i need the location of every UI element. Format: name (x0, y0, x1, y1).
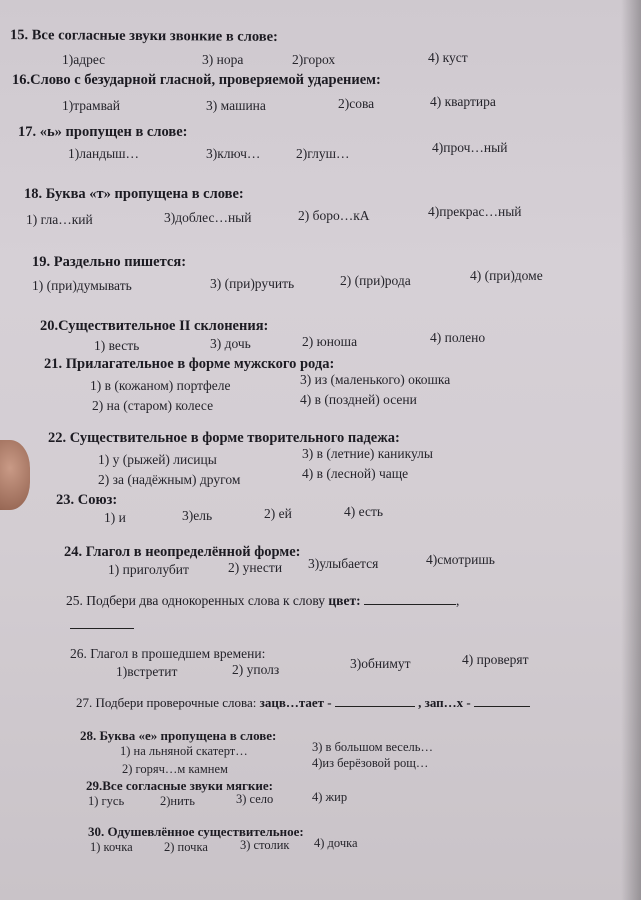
answer-27-blank-2[interactable] (474, 694, 530, 707)
question-25-row (66, 592, 459, 609)
q18-option-2: 2) боро…кА (298, 208, 370, 223)
page-edge-shadow (621, 0, 641, 900)
q29-option-1: 1) гусь (88, 794, 125, 808)
q24-option-1: 1) приголубит (108, 562, 189, 577)
question-27-row (76, 694, 530, 711)
q29-option-2: 2)нить (160, 794, 195, 808)
q19-option-1: 1) (при)думывать (32, 278, 132, 293)
question-25-word: цвет: (328, 593, 361, 608)
q20-option-1: 1) весть (94, 338, 140, 353)
question-19-title: 19. Раздельно пишется: (32, 254, 187, 270)
q23-option-4: 4) есть (344, 504, 383, 519)
q20-option-3: 3) дочь (210, 336, 251, 351)
q30-option-2: 2) почка (164, 840, 208, 854)
q26-option-4: 4) проверят (462, 652, 529, 667)
q21-option-4: 4) в (поздней) осени (300, 392, 417, 407)
q30-option-1: 1) кочка (90, 840, 133, 854)
thumb-finger (0, 440, 30, 510)
q24-option-4: 4)смотришь (426, 552, 495, 567)
answer-25-blank-1[interactable] (364, 592, 456, 605)
question-27-text: 27. Подбери проверочные слова: (76, 695, 257, 710)
q17-option-2: 2)глуш… (296, 146, 350, 161)
question-28-title: 28. Буква «е» пропущена в слове: (80, 728, 277, 743)
q24-option-2: 2) унести (228, 560, 283, 575)
question-30-title: 30. Одушевлённое существительное: (88, 824, 304, 839)
q26-option-3: 3)обнимут (350, 656, 411, 671)
answer-27-blank-1[interactable] (335, 694, 415, 707)
q28-option-2: 2) горяч…м камнем (122, 762, 228, 776)
question-25-text: 25. Подбери два однокоренных слова к слову (66, 593, 326, 608)
q23-option-3: 3)ель (182, 508, 213, 523)
question-17-title: 17. «ь» пропущен в слове: (18, 124, 188, 140)
q17-option-1: 1)ландыш… (68, 146, 140, 161)
question-21-title: 21. Прилагательное в форме мужского рода: (44, 356, 335, 372)
q21-option-3: 3) из (маленького) окошка (300, 372, 451, 387)
q15-option-3: 3) нора (202, 52, 244, 67)
q18-option-3: 3)доблес…ный (164, 210, 252, 225)
q18-option-4: 4)прекрас…ный (428, 204, 522, 219)
q15-option-2: 2)горох (292, 52, 336, 67)
q24-option-3: 3)улыбается (308, 556, 379, 571)
q19-option-3: 3) (при)ручить (210, 276, 295, 291)
q20-option-2: 2) юноша (302, 334, 358, 349)
q22-option-2: 2) за (надёжным) другом (98, 472, 241, 487)
q30-option-4: 4) дочка (314, 836, 358, 850)
q19-option-4: 4) (при)доме (470, 268, 543, 283)
q15-option-4: 4) куст (428, 50, 468, 65)
question-20-title: 20.Существительное II склонения: (40, 318, 269, 334)
question-15-title: 15. Все согласные звуки звонкие в слове: (9, 27, 278, 45)
q26-option-2: 2) уполз (232, 662, 280, 677)
q26-option-1: 1)встретит (116, 664, 178, 679)
q29-option-4: 4) жир (312, 790, 348, 804)
question-24-title: 24. Глагол в неопределённой форме: (64, 544, 301, 560)
q22-option-3: 3) в (летние) каникулы (302, 446, 433, 461)
question-18-title: 18. Буква «т» пропущена в слове: (24, 186, 244, 202)
q30-option-3: 3) столик (240, 838, 290, 852)
question-26-title: 26. Глагол в прошедшем времени: (70, 646, 266, 661)
q22-option-4: 4) в (лесной) чаще (302, 466, 409, 481)
q21-option-1: 1) в (кожаном) портфеле (90, 378, 231, 393)
answer-25-blank-2[interactable] (70, 616, 134, 629)
q23-option-1: 1) и (104, 510, 126, 525)
q19-option-2: 2) (при)рода (340, 273, 411, 288)
q18-option-1: 1) гла…кий (26, 212, 93, 227)
q16-option-2: 2)сова (338, 96, 375, 111)
question-22-title: 22. Существительное в форме творительного падежа: (48, 430, 400, 446)
q16-option-3: 3) машина (206, 98, 266, 113)
q16-option-4: 4) квартира (430, 94, 496, 109)
question-27-word-2: , зап…х - (418, 695, 471, 710)
question-25-comma: , (455, 593, 460, 608)
question-16-title: 16.Слово с безударной гласной, проверяемой ударением: (12, 72, 381, 88)
q16-option-1: 1)трамвай (62, 98, 121, 113)
q28-option-3: 3) в большом весель… (312, 740, 433, 754)
q17-option-4: 4)проч…ный (432, 140, 508, 155)
q17-option-3: 3)ключ… (206, 146, 261, 161)
q20-option-4: 4) полено (430, 330, 486, 345)
q15-option-1: 1)адрес (62, 52, 106, 67)
q28-option-4: 4)из берёзовой рощ… (312, 756, 429, 770)
q23-option-2: 2) ей (264, 506, 292, 521)
question-27-word-1: зацв…тает - (259, 695, 332, 710)
q22-option-1: 1) у (рыжей) лисицы (98, 452, 217, 467)
answer-25-row-2 (70, 616, 134, 634)
q28-option-1: 1) на льняной скатерт… (120, 744, 248, 758)
question-23-title: 23. Союз: (56, 492, 118, 508)
q29-option-3: 3) село (236, 792, 274, 806)
q21-option-2: 2) на (старом) колесе (92, 398, 214, 413)
question-29-title: 29.Все согласные звуки мягкие: (86, 778, 274, 793)
